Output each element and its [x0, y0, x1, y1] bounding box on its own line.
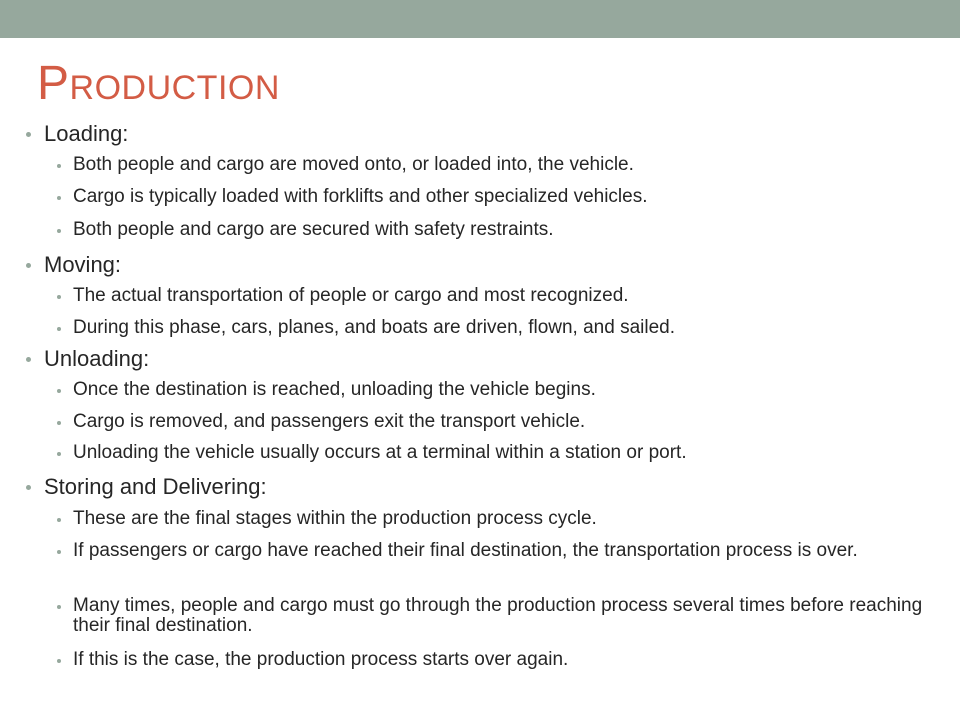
sub-bullet [73, 541, 943, 561]
sub-bullet-text: These are the final stages within the production process cycle. [73, 508, 597, 529]
sub-bullet [73, 380, 943, 400]
sub-bullet-text: Once the destination is reached, unloading the vehicle begins. [73, 379, 596, 400]
slide-title: Production [37, 57, 280, 110]
sub-bullet-marker [57, 421, 61, 425]
sub-bullet [73, 286, 943, 306]
bullet-loading [44, 121, 128, 147]
sub-bullet-marker [57, 550, 61, 554]
sub-bullet [73, 443, 943, 463]
sub-bullet-marker [57, 389, 61, 393]
sub-bullet-marker [57, 452, 61, 456]
bullet-label: Moving: [44, 252, 122, 277]
sub-bullet-marker [57, 518, 61, 522]
bullet-label: Unloading: [44, 346, 150, 371]
sub-bullet [73, 318, 943, 338]
sub-bullet-text: If passengers or cargo have reached their final destination, the transportation process is over. [73, 540, 858, 561]
bullet-marker [26, 263, 31, 268]
sub-bullet [73, 509, 943, 529]
bullet-marker [26, 132, 31, 137]
sub-bullet-text: Cargo is removed, and passengers exit the transport vehicle. [73, 411, 586, 432]
sub-bullet-text: Unloading the vehicle usually occurs at a terminal within a station or port. [73, 442, 687, 463]
bullet-moving [44, 252, 121, 278]
bullet-storing-delivering [44, 474, 267, 500]
sub-bullet [73, 155, 943, 175]
sub-bullet-marker [57, 605, 61, 609]
sub-bullet [73, 412, 943, 432]
sub-bullet-marker [57, 659, 61, 663]
bullet-unloading [44, 346, 149, 372]
sub-bullet [73, 220, 943, 240]
sub-bullet-text: The actual transportation of people or cargo and most recognized. [73, 285, 629, 306]
bullet-marker [26, 357, 31, 362]
sub-bullet-text: Cargo is typically loaded with forklifts and other specialized vehicles. [73, 186, 648, 207]
sub-bullet-marker [57, 327, 61, 331]
sub-bullet-marker [57, 196, 61, 200]
sub-bullet-text: Both people and cargo are moved onto, or loaded into, the vehicle. [73, 154, 634, 175]
sub-bullet-text: Many times, people and cargo must go through the production process several times before reaching their final destination. [73, 595, 923, 636]
sub-bullet-marker [57, 164, 61, 168]
sub-bullet-text: Both people and cargo are secured with safety restraints. [73, 219, 554, 240]
sub-bullet-text: During this phase, cars, planes, and boats are driven, flown, and sailed. [73, 317, 676, 338]
sub-bullet-marker [57, 229, 61, 233]
sub-bullet [73, 596, 943, 636]
sub-bullet [73, 187, 943, 207]
bullet-marker [26, 485, 31, 490]
sub-bullet [73, 650, 943, 670]
bullet-label: Loading: [44, 121, 129, 146]
bullet-label: Storing and Delivering: [44, 474, 267, 499]
sub-bullet-marker [57, 295, 61, 299]
sub-bullet-text: If this is the case, the production process starts over again. [73, 649, 569, 670]
